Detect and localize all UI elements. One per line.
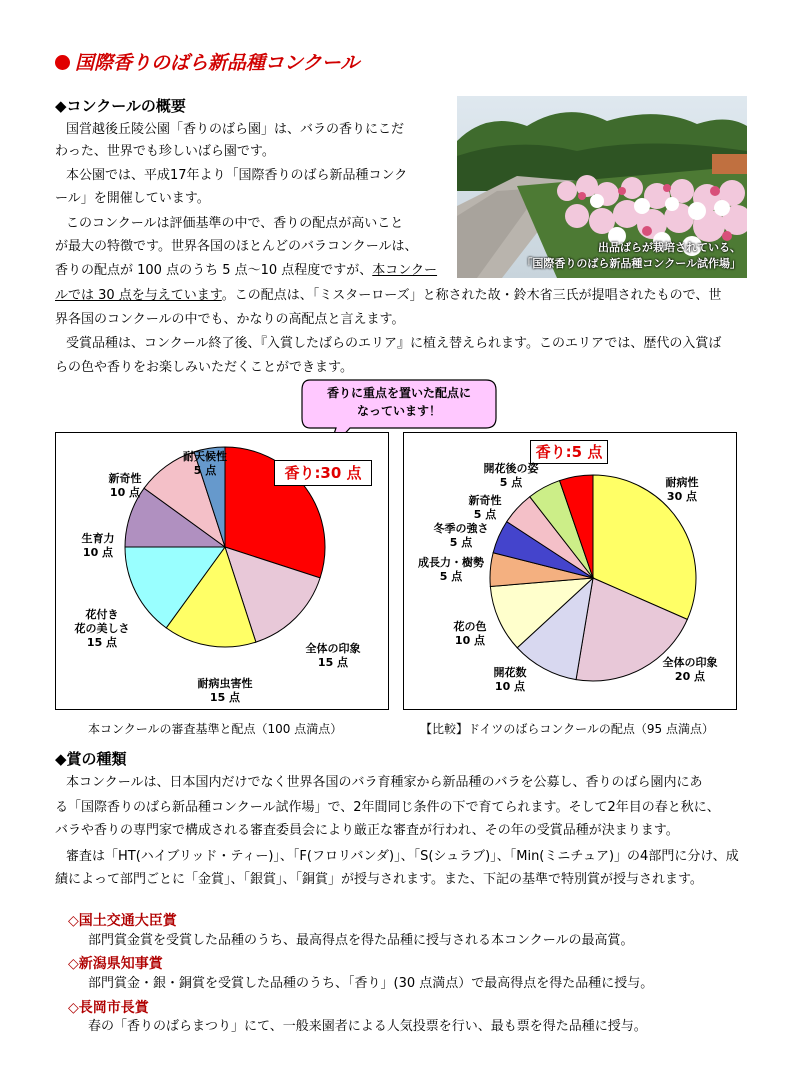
awards-line-5: 績によって部門ごとに「金賞」、「銀賞」、「銅賞」が授与されます。また、下記の基準で特別賞が授与されます。 — [55, 872, 703, 887]
chart1-label-bloom: 花付き 花の美しさ 15 点 — [74, 608, 130, 649]
chart1-label-vigor: 生育力 10 点 — [81, 532, 115, 559]
chart1-label-disease: 耐病虫害性 15 点 — [197, 677, 253, 704]
awards-line-3: バラや香りの専門家で構成される審査委員会により厳正な審査が行われ、その年の受賞品種が決まります。 — [55, 823, 679, 838]
overview-line-11: らの色や香りをお楽しみいただくことができます。 — [55, 360, 353, 375]
callout-text: 香りに重点を置いた配点に なっています！ — [326, 386, 471, 418]
chart2-label-novelty: 新奇性 5 点 — [468, 494, 502, 521]
chart2-highlight-label: 香り:5 点 — [530, 440, 608, 464]
awards-line-1: 本コンクールは、日本国内だけでなく世界各国のバラ育種家から新品種のバラを公募し、香りのばら園内にあ — [66, 775, 703, 790]
chart2-label-after-bloom: 開花後の姿 5 点 — [483, 462, 539, 489]
award-2-name: ◇新潟県知事賞 — [68, 956, 163, 972]
red-bullet-icon — [55, 55, 70, 70]
overview-line-10: 受賞品種は、コンクール終了後、『入賞したばらのエリア』に植え替えられます。このエリアでは、歴代の入賞ば — [66, 336, 722, 351]
award-3-desc: 春の「香りのばらまつり」にて、一般来園者による人気投票を行い、最も票を得た品種に授与。 — [88, 1019, 647, 1034]
overview-line-5: このコンクールは評価基準の中で、香りの配点が高いこと — [66, 216, 404, 231]
chart1-highlight-label: 香り:30 点 — [274, 460, 372, 486]
chart2-caption: 【比較】ドイツのばらコンクールの配点（95 点満点） — [420, 722, 715, 736]
award-1-name: ◇国土交通大臣賞 — [68, 913, 177, 929]
award-3-name: ◇長岡市長賞 — [68, 1000, 149, 1016]
page-title: 国際香りのばら新品種コンクール — [55, 48, 359, 75]
awards-line-4: 審査は「HT(ハイブリッド・ティー)」、「F(フロリバンダ)」、「S(シュラブ)」、「Min(ミニチュア)」の4部門に分け、成 — [66, 849, 739, 864]
chart1-label-weather: 耐天候性 5 点 — [183, 450, 227, 477]
photo-caption: 出品ばらが栽培されている、 「国際香りのばら新品種コンクール試作場」 — [521, 241, 741, 270]
chart2-label-impression: 全体の印象 20 点 — [662, 656, 718, 683]
chart2-label-disease: 耐病性 30 点 — [665, 476, 699, 503]
overview-line-6: が最大の特徴です。世界各国のほとんどのバラコンクールは、 — [55, 239, 418, 254]
overview-line-8: ルでは 30 点を与えています。この配点は、「ミスターローズ」と称された故・鈴木省三氏が提唱されたもので、世 — [55, 288, 722, 303]
chart2-label-flower-count: 開花数 10 点 — [493, 666, 527, 693]
award-2-desc: 部門賞金・銀・銅賞を受賞した品種のうち、「香り」(30 点満点）で最高得点を得た品種に授与。 — [88, 976, 654, 991]
chart2-label-winter: 冬季の強さ 5 点 — [433, 522, 489, 549]
awards-heading: ◆賞の種類 — [55, 750, 127, 768]
awards-line-2: る「国際香りのばら新品種コンクール試作場」で、2年間同じ条件の下で育てられます。そして2年目の春と秋に、 — [55, 800, 720, 815]
overview-line-4: ール」を開催しています。 — [55, 191, 210, 206]
chart2-label-growth: 成長力・樹勢 5 点 — [418, 556, 484, 583]
award-1-desc: 部門賞金賞を受賞した品種のうち、最高得点を得た品種に授与される本コンクールの最高賞。 — [88, 933, 634, 948]
overview-line-9: 界各国のコンクールの中でも、かなりの高配点と言えます。 — [55, 312, 405, 327]
overview-line-1: 国営越後丘陵公園「香りのばら園」は、バラの香りにこだ — [66, 122, 405, 137]
overview-line-7: 香りの配点が 100 点のうち 5 点～10 点程度ですが、本コンクー — [55, 263, 438, 278]
chart1-label-novelty: 新奇性 10 点 — [108, 472, 142, 499]
chart2-label-color: 花の色 10 点 — [453, 620, 487, 647]
chart1-caption: 本コンクールの審査基準と配点（100 点満点） — [88, 722, 343, 736]
chart1-label-impression: 全体の印象 15 点 — [305, 642, 361, 669]
overview-line-2: わった、世界でも珍しいばら園です。 — [55, 144, 275, 159]
overview-line-3: 本公園では、平成17年より「国際香りのばら新品種コンク — [66, 168, 408, 183]
overview-heading: ◆コンクールの概要 — [55, 97, 186, 115]
